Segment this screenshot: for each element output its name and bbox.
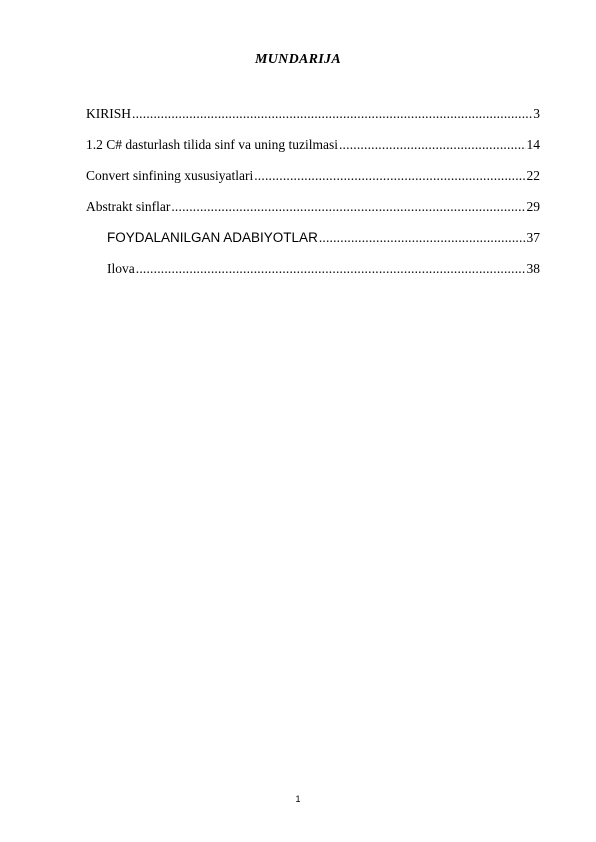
toc-entry-page: 14 [526,137,540,152]
toc-entry-label: Convert sinfining xususiyatlari [86,168,254,183]
toc-entry-kirish[interactable] [86,106,540,137]
table-of-contents [86,106,540,292]
toc-entry-ilova[interactable] [86,261,540,292]
dot-leader [254,168,525,184]
dot-leader [132,106,532,122]
toc-entry-sinf-tuzilmasi[interactable] [86,137,540,168]
toc-entry-label: 1.2 C# dasturlash tilida sinf va uning tuzilmasi [86,137,338,152]
dot-leader [319,230,526,246]
toc-entry-page: 29 [526,199,540,214]
toc-title: MUNDARIJA [255,52,341,67]
page-number: 1 [295,794,301,804]
toc-entry-page: 38 [526,261,540,276]
toc-entry-label: KIRISH [86,106,132,121]
toc-entry-page: 3 [533,106,540,121]
dot-leader [136,261,526,277]
toc-entry-adabiyotlar[interactable] [86,230,540,261]
toc-entry-page: 37 [526,230,540,245]
toc-entry-abstrakt-sinflar[interactable] [86,199,540,230]
toc-entry-label: Ilova [107,261,135,276]
toc-entry-convert-sinfi[interactable] [86,168,540,199]
toc-entry-label: FOYDALANILGAN ADABIYOTLAR [107,230,318,245]
dot-leader [171,199,525,215]
dot-leader [339,137,526,153]
toc-entry-page: 22 [526,168,540,183]
toc-entry-label: Abstrakt sinflar [86,199,171,214]
